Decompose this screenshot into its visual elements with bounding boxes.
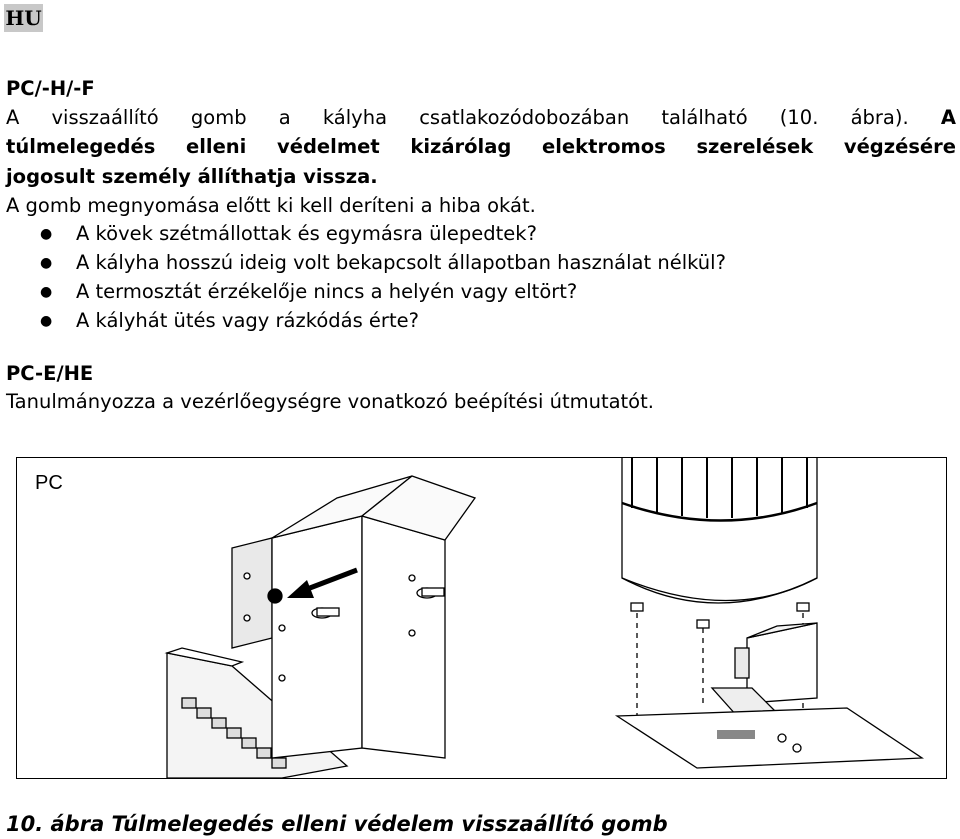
section2-text: Tanulmányozza a vezérlőegységre vonatkozó beépítési útmutatót. (6, 390, 654, 413)
word: gomb (190, 106, 247, 129)
figure-frame (16, 457, 947, 779)
paragraph-line-2: túlmelegedés elleni védelmet kizárólag elektromos szerelések végzésére (6, 135, 956, 158)
word: visszaállító (51, 106, 159, 129)
paragraph-line-1 (6, 106, 956, 129)
connection-box-illustration (167, 476, 475, 778)
word: A (940, 106, 956, 129)
bullet-item (40, 309, 419, 332)
figure-caption: 10. ábra Túlmelegedés elleni védelem visszaállító gomb (6, 812, 668, 836)
word: a (278, 106, 291, 129)
language-tag: HU (5, 6, 42, 30)
word: található (661, 106, 748, 129)
bullet-item (40, 222, 537, 245)
bullet-item (40, 251, 726, 274)
bullet-icon: ● (40, 313, 53, 329)
bullet-text: A termosztát érzékelője nincs a helyén vagy eltört? (76, 280, 578, 303)
reset-button-icon (268, 589, 282, 603)
heater-illustration (617, 458, 922, 768)
bullet-text: A kövek szétmállottak és egymásra ülepedtek? (76, 222, 537, 245)
bullet-text: A kályhát ütés vagy rázkódás érte? (76, 309, 419, 332)
word: ábra). (850, 106, 909, 129)
word: A (6, 106, 20, 129)
bullet-item (40, 280, 577, 303)
word: csatlakozódobozában (419, 106, 630, 129)
heater-diagram (17, 458, 947, 779)
section-title-pc-h-f: PC/-H/-F (6, 77, 95, 100)
word: kályha (322, 106, 388, 129)
bullet-text: A kályha hosszú ideig volt bekapcsolt állapotban használat nélkül? (76, 251, 726, 274)
paragraph-line-3: jogosult személy állíthatja vissza. (6, 165, 378, 188)
section-title-pc-e-he: PC-E/HE (6, 362, 94, 385)
bullet-icon: ● (40, 226, 53, 242)
bullet-icon: ● (40, 284, 53, 300)
bullet-icon: ● (40, 255, 53, 271)
intro-text: A gomb megnyomása előtt ki kell deríteni a hiba okát. (6, 194, 536, 217)
word: (10. (779, 106, 819, 129)
figure-label: PC (35, 472, 63, 494)
